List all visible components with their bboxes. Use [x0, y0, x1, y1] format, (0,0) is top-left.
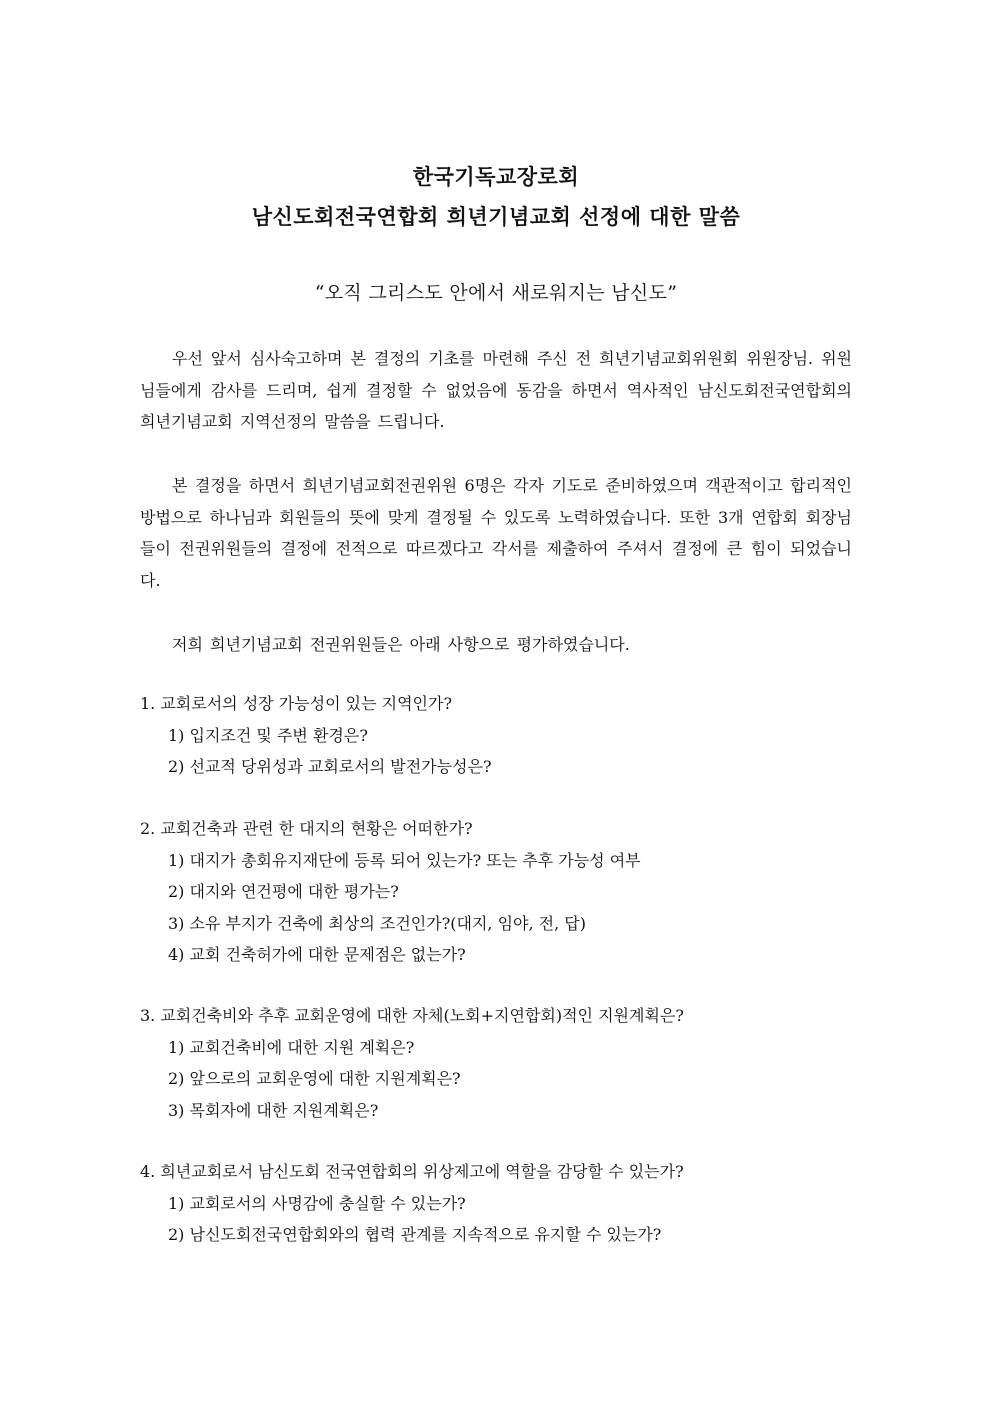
- criteria-item: 2) 남신도회전국연합회와의 협력 관계를 지속적으로 유지할 수 있는가?: [168, 1225, 662, 1244]
- criteria-item: 2) 대지와 연건평에 대한 평가는?: [168, 882, 399, 901]
- criteria-item: 2) 선교적 당위성과 교회로서의 발전가능성은?: [168, 757, 492, 776]
- paragraph-process: 본 결정을 하면서 희년기념교회전권위원 6명은 각자 기도로 준비하였으며 객관적이고 합리적인 방법으로 하나님과 회원들의 뜻에 맞게 결정될 수 있도록 노력하였습니다. 또한 3개 연합회 회장님들이 전권위원들의 결정에 전적으로 따르겠다고 각서를 제출하여 주셔서 결정에 큰 힘이 되었습니다.: [140, 476, 852, 590]
- criteria-section-3: [140, 1000, 852, 1126]
- criteria-question: 3. 교회건축비와 추후 교회운영에 대한 자체(노회+지연합회)적인 지원계획은?: [140, 1006, 684, 1025]
- criteria-item: 3) 목회자에 대한 지원계획은?: [168, 1100, 379, 1120]
- criteria-question: 2. 교회건축과 관련 한 대지의 현황은 어떠한가?: [140, 819, 473, 838]
- motto-quote: “오직 그리스도 안에서 새로워지는 남신도”: [314, 282, 678, 304]
- org-title: 한국기독교장로회: [412, 164, 580, 189]
- criteria-item: 1) 교회로서의 사명감에 충실할 수 있는가?: [168, 1193, 466, 1213]
- criteria-item: 2) 앞으로의 교회운영에 대한 지원계획은?: [168, 1069, 461, 1088]
- criteria-item: 3) 소유 부지가 건축에 최상의 조건인가?(대지, 임야, 전, 답): [168, 913, 587, 933]
- criteria-section-1: [140, 688, 852, 783]
- paragraph-criteria-intro: 저희 희년기념교회 전권위원들은 아래 사항으로 평가하였습니다.: [172, 635, 630, 654]
- criteria-section-4: [140, 1156, 852, 1251]
- paragraph-thanks: 우선 앞서 심사숙고하며 본 결정의 기초를 마련해 주신 전 희년기념교회위원회 위원장님. 위원님들에게 감사를 드리며, 쉽게 결정할 수 없었음에 동감을 하면서 역사적인 남신도회전국연합회의 희년기념교회 지역선정의 말씀을 드립니다.: [140, 349, 852, 431]
- criteria-section-2: [140, 813, 852, 971]
- criteria-item: 1) 입지조건 및 주변 환경은?: [168, 725, 368, 745]
- criteria-question: 4. 희년교회로서 남신도회 전국연합회의 위상제고에 역할을 감당할 수 있는가?: [140, 1162, 684, 1181]
- criteria-item: 4) 교회 건축허가에 대한 문제점은 없는가?: [168, 945, 466, 964]
- criteria-item: 1) 교회건축비에 대한 지원 계획은?: [168, 1037, 415, 1057]
- criteria-question: 1. 교회로서의 성장 가능성이 있는 지역인가?: [140, 694, 453, 713]
- document-title: 남신도회전국연합회 희년기념교회 선정에 대한 말씀: [251, 204, 741, 229]
- criteria-item: 1) 대지가 총회유지재단에 등록 되어 있는가? 또는 추후 가능성 여부: [168, 850, 641, 870]
